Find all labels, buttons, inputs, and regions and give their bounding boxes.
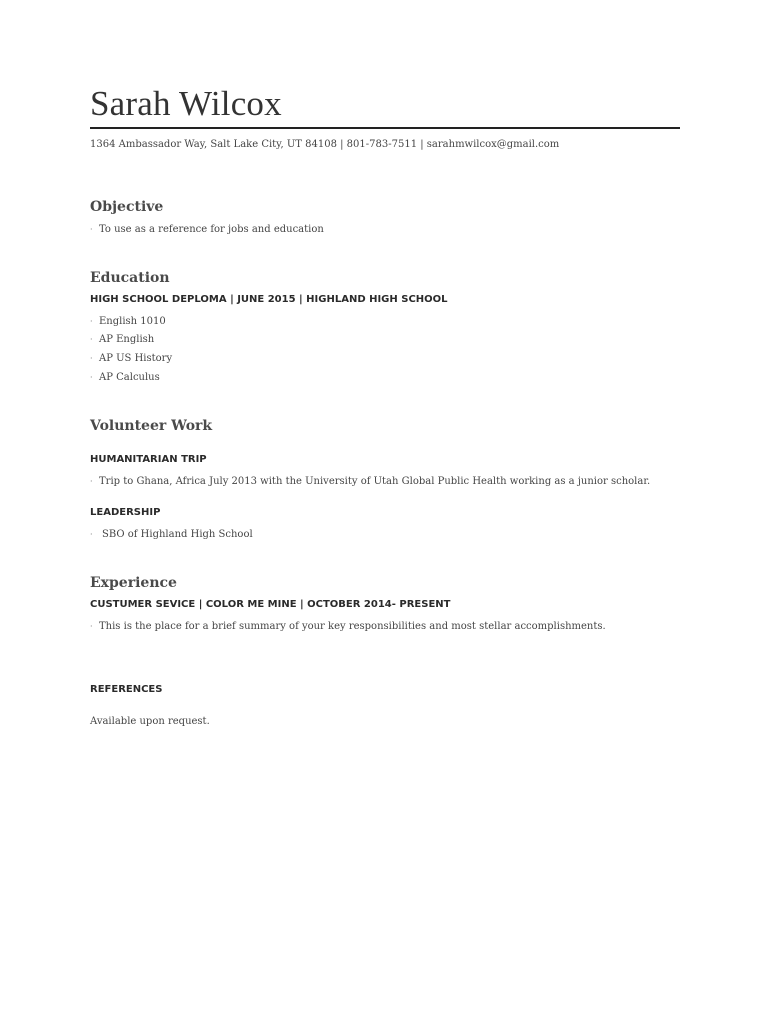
bullet-text: Trip to Ghana, Africa July 2013 with the University of Utah Global Public Health working as a junior scholar. [99, 476, 651, 487]
bullet-text: English 1010 [99, 316, 166, 327]
education-item [90, 372, 160, 383]
volunteer-subheading: LEADERSHIP [90, 507, 161, 518]
volunteer-heading: Volunteer Work [90, 418, 213, 434]
education-item [90, 334, 154, 345]
bullet-text: AP US History [99, 353, 173, 364]
bullet-text: AP English [99, 334, 155, 345]
contact-line: 1364 Ambassador Way, Salt Lake City, UT 84108 | 801-783-7511 | sarahmwilcox@gmail.com [90, 139, 560, 150]
bullet-icon: · [90, 335, 93, 344]
bullet-icon: · [90, 530, 93, 539]
bullet-icon: · [90, 622, 93, 631]
experience-item [90, 621, 606, 632]
volunteer-subheading: HUMANITARIAN TRIP [90, 454, 207, 465]
experience-heading: Experience [90, 575, 177, 591]
bullet-icon: · [90, 317, 93, 326]
education-item [90, 353, 172, 364]
references-heading: REFERENCES [90, 684, 163, 695]
volunteer-item [90, 529, 253, 540]
education-item [90, 316, 166, 327]
bullet-icon: · [90, 477, 93, 486]
bullet-text: SBO of Highland High School [102, 529, 253, 540]
experience-subheading: CUSTUMER SEVICE | COLOR ME MINE | OCTOBER 2014- PRESENT [90, 599, 451, 610]
bullet-text: To use as a reference for jobs and education [99, 224, 324, 235]
education-heading: Education [90, 270, 170, 286]
bullet-text: AP Calculus [99, 372, 160, 383]
objective-heading: Objective [90, 199, 164, 215]
references-text: Available upon request. [90, 716, 210, 727]
bullet-text: This is the place for a brief summary of your key responsibilities and most stellar accomplishments. [99, 621, 606, 632]
header-divider [90, 127, 680, 129]
education-subheading: HIGH SCHOOL DEPLOMA | JUNE 2015 | HIGHLAND HIGH SCHOOL [90, 294, 448, 305]
bullet-icon: · [90, 225, 93, 234]
volunteer-item [90, 476, 650, 487]
bullet-icon: · [90, 354, 93, 363]
objective-item [90, 224, 324, 235]
resume-page [90, 0, 680, 1024]
applicant-name: Sarah Wilcox [90, 84, 282, 123]
bullet-icon: · [90, 373, 93, 382]
